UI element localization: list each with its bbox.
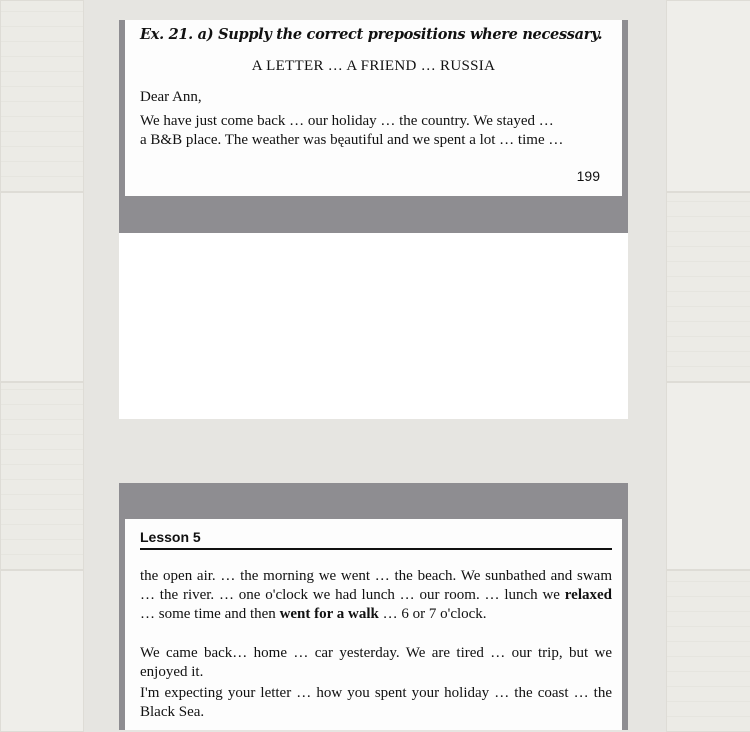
- letter-greeting: Dear Ann,: [140, 89, 202, 105]
- lesson-divider: [140, 548, 612, 550]
- letter-paragraph-line-2: a B&B place. The weather was bęautiful and we spent a lot … time …: [140, 132, 564, 148]
- exercise-title: Ex. 21. a) Supply the correct prepositions where necessary.: [140, 26, 603, 43]
- top-page-frame: [119, 20, 628, 233]
- lesson-label: Lesson 5: [140, 529, 201, 545]
- letter-paragraph-3: I'm expecting your letter … how you spent your holiday … the coast … the Black Sea.: [140, 685, 612, 720]
- letter-paragraph-2: We came back… home … car yesterday. We are tired … our trip, but we enjoyed it.: [140, 645, 612, 680]
- background-notebook-left-lowest: [0, 570, 84, 732]
- background-notebook-right-bottom: [666, 382, 750, 570]
- letter-paragraph-line-1: We have just come back … our holiday … the country. We stayed …: [140, 113, 554, 129]
- page-number: 199: [576, 168, 600, 184]
- background-notebook-right-mid: [666, 192, 750, 382]
- blank-area: [119, 233, 628, 419]
- top-page: [125, 20, 622, 196]
- letter-heading: A LETTER … A FRIEND … RUSSIA: [251, 58, 496, 74]
- bottom-page: [125, 519, 622, 730]
- bottom-page-frame: [119, 483, 628, 730]
- background-notebook-left-mid: [0, 192, 84, 382]
- background-notebook-right-lowest: [666, 570, 750, 732]
- background-notebook-left-top: [0, 0, 84, 192]
- background-notebook-left-bottom: [0, 382, 84, 570]
- letter-paragraph-1: the open air. … the morning we went … the beach. We sunbathed and swam … the river. … one o'clock we had lunch … our room. … lunch we relaxed … some time and then went for a walk … 6 or 7 o'clock.: [140, 568, 612, 622]
- background-notebook-right-top: [666, 0, 750, 192]
